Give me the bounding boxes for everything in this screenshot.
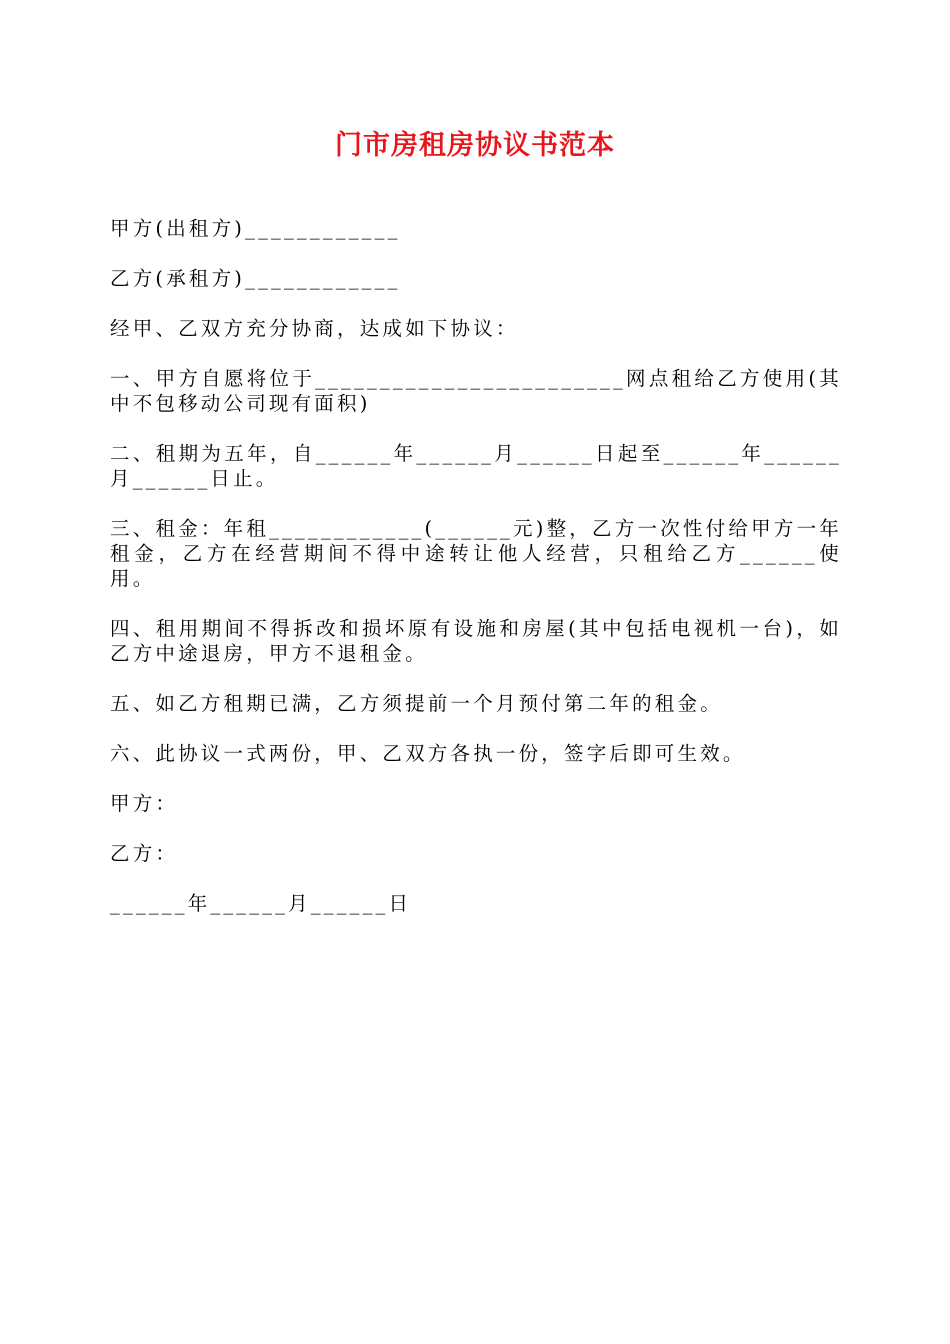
document-title: 门市房租房协议书范本 — [335, 130, 615, 161]
clause-5: 五、如乙方租期已满，乙方须提前一个月预付第二年的租金。 — [110, 692, 723, 715]
party-a-line: 甲方(出租方)____________ — [110, 217, 401, 240]
clause-6: 六、此协议一式两份，甲、乙双方各执一份，签字后即可生效。 — [110, 742, 746, 765]
agreement-intro: 经甲、乙双方充分协商，达成如下协议： — [110, 317, 519, 340]
party-b-signature: 乙方： — [110, 842, 179, 865]
party-a-signature: 甲方： — [110, 792, 179, 815]
clause-3: 三、租金：年租____________(______元)整，乙方一次性付给甲方一年租金，乙方在经营期间不得中途转让他人经营，只租给乙方______使用。 — [110, 517, 842, 590]
party-b-line: 乙方(承租方)____________ — [110, 267, 401, 290]
clause-4: 四、租用期间不得拆改和损坏原有设施和房屋(其中包括电视机一台)，如乙方中途退房，甲方不退租金。 — [110, 617, 842, 665]
document-body — [110, 216, 842, 941]
clause-2: 二、租期为五年，自______年______月______日起至______年______月______日止。 — [110, 442, 842, 490]
clause-1: 一、甲方自愿将位于________________________网点租给乙方使用(其中不包移动公司现有面积) — [110, 367, 842, 415]
signing-date: ______年______月______日 — [110, 892, 412, 915]
